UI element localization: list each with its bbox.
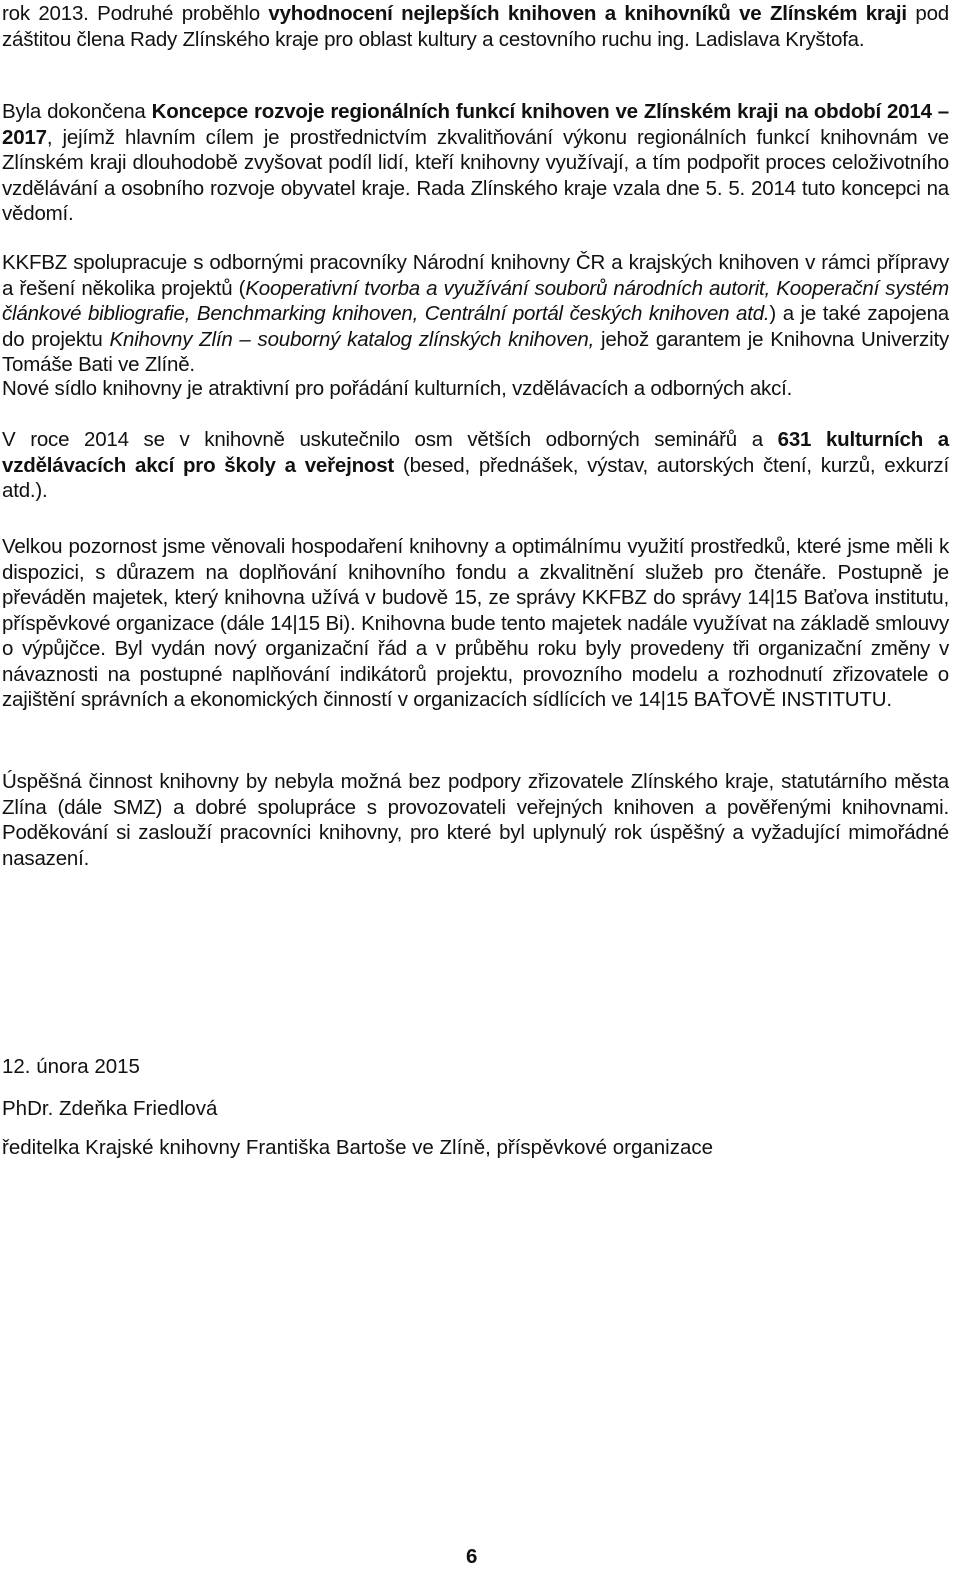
text: (besed, přednášek, výstav, autorských čtení, kurzů, exkurzí atd.). [2,453,949,502]
italic-text: Knihovny Zlín – souborný katalog zlínských knihoven, [109,327,595,351]
paragraph-regional-concept [2,99,949,227]
bold-text: Koncepce rozvoje regionálních funkcí knihoven ve Zlínském kraji na období 2014 – 2017 [2,100,949,149]
italic-text: Kooperativní tvorba a využívání souborů národních autorit, Kooperační systém článkové bibliografie, Benchmarking knihoven, Centrální portál českých knihoven atd. [2,276,950,325]
text: V roce 2014 se v knihovně uskutečnilo osm větších odborných seminářů a [2,428,778,451]
paragraph-events-2014 [2,427,949,504]
text: Velkou pozornost jsme věnovali hospodaření knihovny a optimálnímu využití prostředků, které jsme měli k dispozici, s důrazem na doplňování knihovního fondu a zkvalitnění služeb pro čtenáře. Postupně je převáděn majetek, který knihovna užívá v budově 15, ze správy KKFBZ do správy 14|15 Baťova institutu, příspěvkové organizace (dále 14|15 Bi). Knihovna bude tento majetek nadále využívat na základě smlouvy o výpůjčce. Byl vydán nový organizační řád a v průběhu roku byly provedeny tři organizační změny v návaznosti na postupné naplňování indikátorů projektu, provozního modelu a rozhodnutí zřizovatele o zajištění správních a ekonomických činností v organizacích sídlících ve 14|15 BAŤOVĚ INSTITUTU. [2,535,949,711]
paragraph-management [2,534,949,713]
text: , jejímž hlavním cílem je prostřednictvím zkvalitňování výkonu regionálních funkcí knihovnám ve Zlínském kraji dlouhodobě zvyšovat podíl lidí, kteří knihovny využívají, a tím podpořit proces celoživotního vzdělávání a osobního rozvoje obyvatel kraje. Rada Zlínského kraje vzala dne 5. 5. 2014 tuto koncepci na vědomí. [2,125,949,225]
text: KKFBZ spolupracuje s odbornými pracovníky Národní knihovny ČR a krajských knihoven v rámci přípravy a řešení několika projektů ( [2,251,949,300]
text: ) a je také zapojena do projektu [2,302,949,351]
text: rok 2013. Podruhé proběhlo [2,2,269,25]
page-number: 6 [466,1545,478,1568]
signature-name: PhDr. Zdeňka Friedlová [2,1097,218,1120]
text: Byla dokončena [2,100,152,123]
signature-date: 12. února 2015 [2,1055,140,1078]
paragraph-cooperation-projects [2,250,949,378]
paragraph-acknowledgement [2,769,949,871]
text: Úspěšná činnost knihovny by nebyla možná bez podpory zřizovatele Zlínského kraje, statutárního města Zlína (dále SMZ) a dobré spolupráce s provozovateli veřejných knihoven a pověřenými knihovnami. Poděkování si zaslouží pracovníci knihovny, pro které byl uplynulý rok úspěšný a vyžadující mimořádné nasazení. [2,770,949,870]
text: jehož garantem je Knihovna Univerzity Tomáše Bati ve Zlíně. [2,327,949,376]
paragraph-library-evaluation [2,1,949,52]
bold-text: vyhodnocení nejlepších knihoven a knihovníků ve Zlínském kraji [268,2,907,25]
signature-role: ředitelka Krajské knihovny Františka Bartoše ve Zlíně, příspěvkové organizace [2,1136,714,1159]
text: pod záštitou člena Rady Zlínského kraje pro oblast kultury a cestovního ruchu ing. Ladislava Kryštofa. [2,2,949,51]
text: Nové sídlo knihovny je atraktivní pro pořádání kulturních, vzdělávacích a odborných akcí. [2,377,793,400]
paragraph-new-building [2,376,949,402]
bold-text: 631 kulturních a vzdělávacích akcí pro školy a veřejnost [2,428,949,477]
